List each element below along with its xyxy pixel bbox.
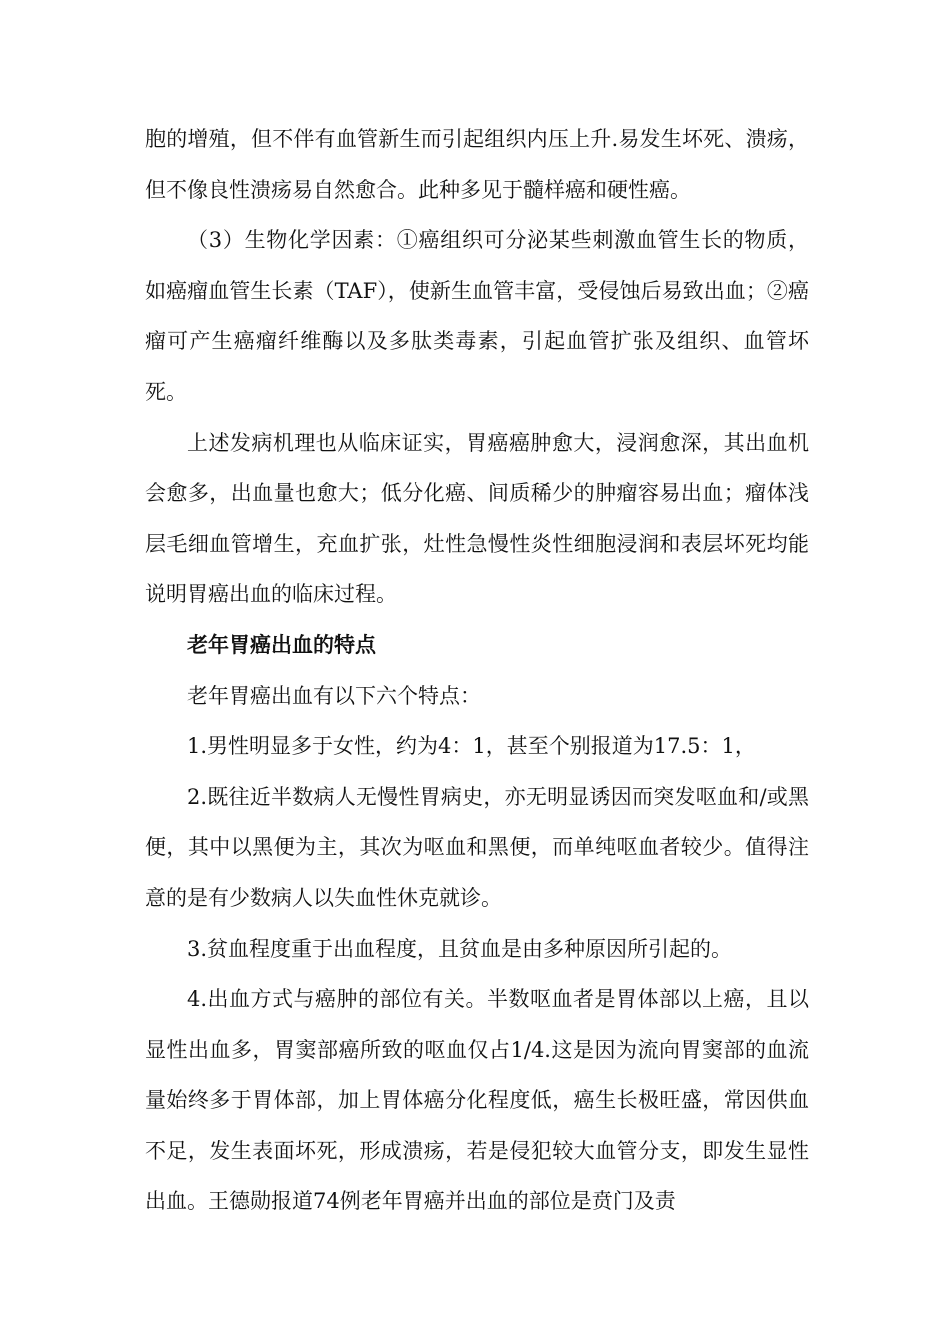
list-item-3: 3.贫血程度重于出血程度，且贫血是由多种原因所引起的。 [187, 936, 733, 961]
document-body [145, 114, 809, 1227]
paragraph-continuation: 胞的增殖，但不伴有血管新生而引起组织内压上升.易发生坏死、溃疡，但不像良性溃疡易自然愈合。此种多见于髓样癌和硬性癌。 [145, 127, 809, 202]
section-heading: 老年胃癌出血的特点 [187, 631, 376, 657]
paragraph-biochemical-factors: （3）生物化学因素：①癌组织可分泌某些刺激血管生长的物质，如癌瘤血管生长素（TAF），使新生血管丰富，受侵蚀后易致出血；②癌瘤可产生癌瘤纤维酶以及多肽类毒素，引起血管扩张及组织、血管坏死。 [145, 228, 809, 404]
list-item-2: 2.既往近半数病人无慢性胃病史，亦无明显诱因而突发呕血和/或黑便，其中以黑便为主，其次为呕血和黑便，而单纯呕血者较少。值得注意的是有少数病人以失血性休克就诊。 [145, 784, 809, 910]
paragraph-clinical-mechanism: 上述发病机理也从临床证实，胃癌癌肿愈大，浸润愈深，其出血机会愈多，出血量也愈大；低分化癌、间质稀少的肿瘤容易出血；瘤体浅层毛细血管增生，充血扩张，灶性急慢性炎性细胞浸润和表层坏死均能说明胃癌出血的临床过程。 [145, 430, 809, 607]
list-item-1: 1.男性明显多于女性，约为4：1，甚至个别报道为17.5：1， [187, 734, 756, 759]
paragraph-intro-features: 老年胃癌出血有以下六个特点： [187, 683, 481, 708]
list-item-4: 4.出血方式与癌肿的部位有关。半数呕血者是胃体部以上癌，且以显性出血多，胃窦部癌所致的呕血仅占1/4.这是因为流向胃窦部的血流量始终多于胃体部，加上胃体癌分化程度低，癌生长极旺盛，常因供血不足，发生表面坏死，形成溃疡，若是侵犯较大血管分支，即发生显性出血。王德勋报道74例老年胃癌并出血的部位是贲门及责 [145, 987, 809, 1214]
